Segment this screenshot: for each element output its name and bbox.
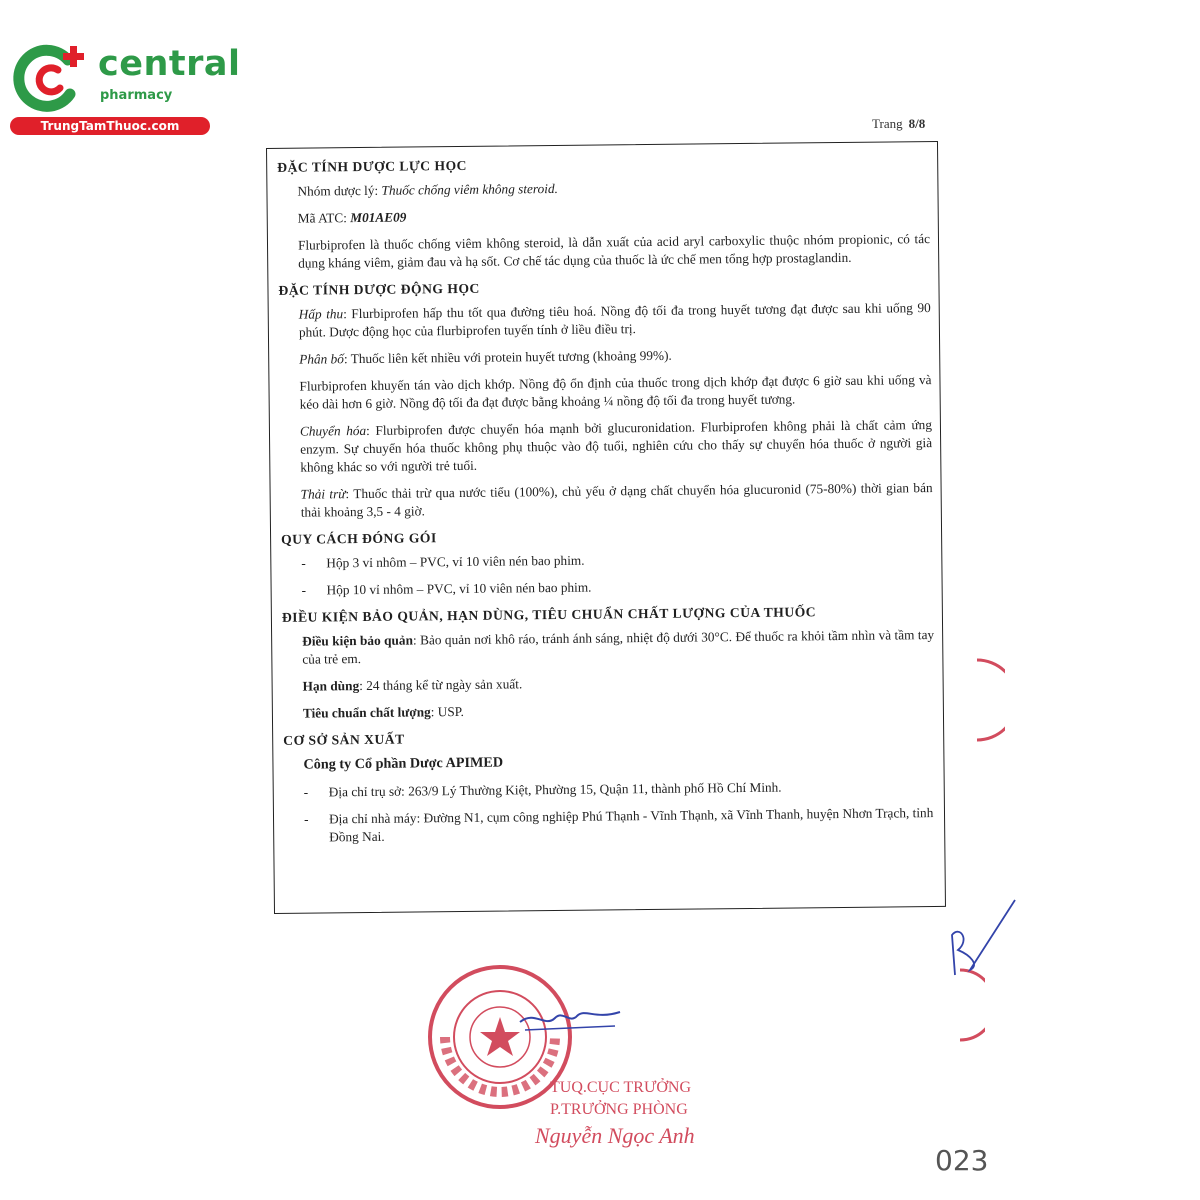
svg-text:023: 023 bbox=[935, 1144, 989, 1177]
quality-standard: Tiêu chuẩn chất lượng: USP. bbox=[302, 703, 465, 721]
pharmacodynamics-description: Flurbiprofen là thuốc chống viêm không steroid, là dẫn xuất của acid aryl carboxylic thuộc nhóm propionic, có tác dụng kháng viêm, giảm đau và hạ sốt. Cơ chế tác dụng của thuốc là ức chế men tổng hợp prostaglandin. bbox=[297, 231, 931, 271]
list-item: - Hộp 3 vỉ nhôm – PVC, vỉ 10 viên nén bao phim. bbox=[301, 548, 933, 573]
signer-name: Nguyễn Ngọc Anh bbox=[535, 1123, 695, 1148]
document-frame bbox=[266, 141, 946, 914]
absorption-paragraph: Hấp thu: Flurbiprofen hấp thu tốt qua đường tiêu hoá. Nồng độ tối đa trong huyết tương đạt được sau khi uống 90 phút. Dược động học của flurbiprofen tuyến tính ở liều điều trị. bbox=[298, 300, 931, 340]
storage-heading: ĐIỀU KIỆN BẢO QUẢN, HẠN DÙNG, TIÊU CHUẨN CHẤT LƯỢNG CỦA THUỐC bbox=[281, 604, 817, 625]
pharmacologic-group: Nhóm dược lý: Thuốc chống viêm không steroid. bbox=[297, 180, 558, 199]
synovial-paragraph: Flurbiprofen khuyến tán vào dịch khớp. Nồng độ ổn định của thuốc trong dịch khớp đạt được 6 giờ sau khi uống và kéo dài hơn 6 giờ. Nồng độ tối đa đạt được bằng khoảng ¼ nồng độ tối đa trong huyết tương. bbox=[299, 372, 932, 412]
pharmacy-c-cross-icon bbox=[10, 38, 90, 118]
pharmacokinetics-heading: ĐẶC TÍNH DƯỢC ĐỘNG HỌC bbox=[278, 280, 480, 298]
signature-block bbox=[535, 1077, 695, 1148]
signature-mark bbox=[515, 1000, 625, 1035]
brand-name: central bbox=[98, 44, 241, 84]
authority-line: TUQ.CỤC TRƯỞNG bbox=[550, 1079, 692, 1096]
company-name: Công ty Cổ phần Dược APIMED bbox=[303, 754, 504, 773]
title-line: P.TRƯỞNG PHÒNG bbox=[550, 1101, 688, 1118]
initials-signature bbox=[940, 895, 1020, 980]
list-item: - Hộp 10 vỉ nhôm – PVC, vỉ 10 viên nén bao phim. bbox=[302, 575, 934, 600]
document-content bbox=[277, 152, 936, 856]
list-item: - Địa chỉ nhà máy: Đường N1, cụm công nghiệp Phú Thạnh - Vĩnh Thạnh, xã Vĩnh Thanh, huyện Nhơn Trạch, tỉnh Đồng Nai. bbox=[304, 804, 936, 847]
page-number: Trang 8/8 bbox=[872, 116, 926, 131]
distribution-paragraph: Phân bố: Thuốc liên kết nhiều với protein huyết tương (khoảng 99%). bbox=[299, 347, 672, 367]
shelf-life: Hạn dùng: 24 tháng kể từ ngày sản xuất. bbox=[302, 676, 523, 694]
list-item: - Địa chỉ trụ sở: 263/9 Lý Thường Kiệt, Phường 15, Quận 11, thành phố Hồ Chí Minh. bbox=[304, 777, 936, 802]
elimination-paragraph: Thải trừ: Thuốc thải trừ qua nước tiểu (100%), chủ yếu ở dạng chất chuyển hóa glucuronid (75-80%) thời gian bán thải khoảng 3,5 - 4 giờ. bbox=[300, 480, 933, 520]
brand-subtitle: pharmacy bbox=[100, 88, 173, 103]
side-seal-fragment bbox=[975, 655, 1005, 745]
atc-code: Mã ATC: M01AE09 bbox=[297, 209, 407, 226]
metabolism-paragraph: Chuyển hóa: Flurbiprofen được chuyển hóa mạnh bởi glucuronidation. Flurbiprofen không phải là chất cảm ứng enzym. Sự chuyển hóa thuốc không phụ thuộc vào độ tuổi, nghiên cứu cho thấy sự chuyển hóa thuốc ở người già không khác so với người trẻ tuổi. bbox=[299, 417, 933, 475]
pharmacodynamics-heading: ĐẶC TÍNH DƯỢC LỰC HỌC bbox=[277, 157, 468, 175]
manufacturer-heading: CƠ SỞ SẢN XUẤT bbox=[283, 731, 405, 748]
packaging-heading: QUY CÁCH ĐÓNG GÓI bbox=[281, 530, 437, 547]
brand-website[interactable]: TrungTamThuoc.com bbox=[10, 117, 210, 135]
handwritten-number bbox=[930, 1140, 1000, 1180]
central-pharmacy-logo bbox=[10, 38, 241, 138]
storage-conditions: Điều kiện bảo quản: Bảo quản nơi khô ráo, tránh ánh sáng, nhiệt độ dưới 30°C. Để thuốc ra khỏi tầm nhìn và tầm tay của trẻ em. bbox=[302, 627, 935, 667]
